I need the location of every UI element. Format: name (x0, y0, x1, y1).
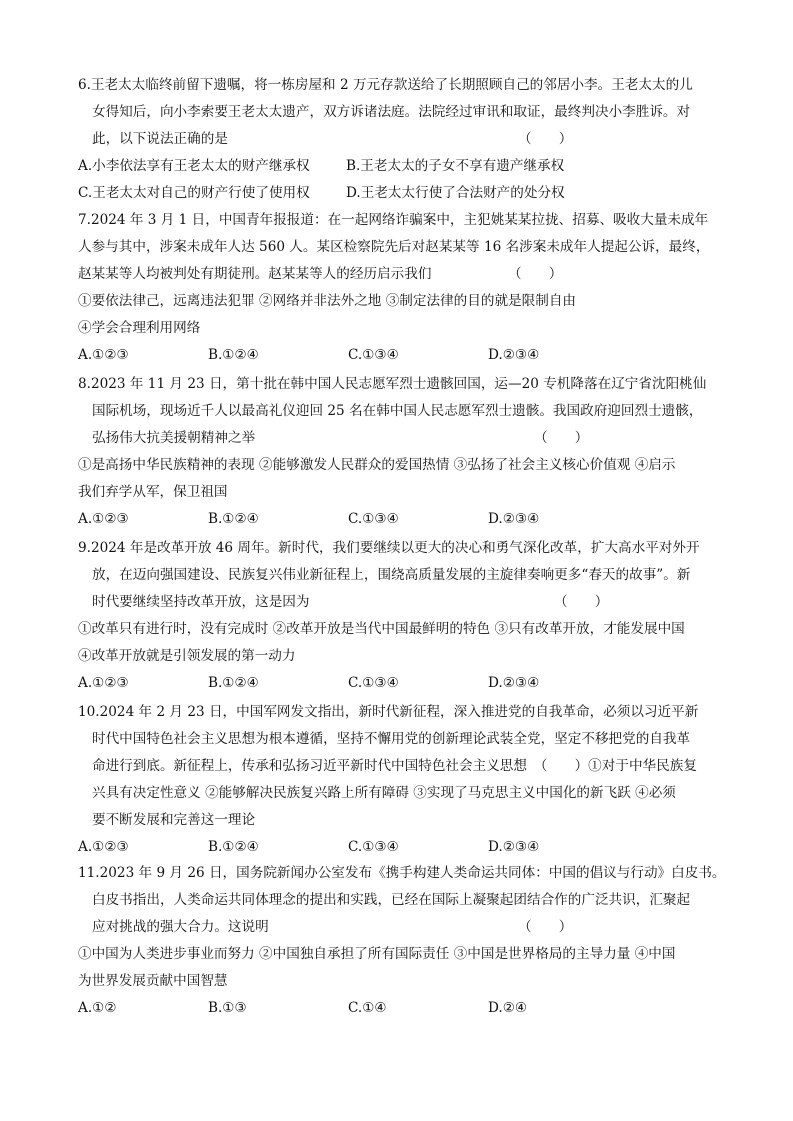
statement-line: 为世界发展贡献中国智慧 (78, 973, 228, 989)
statement-line: ①要依法律己，远离违法犯罪 ②网络并非法外之地 ③制定法律的目的就是限制自由 (78, 293, 577, 309)
option-a[interactable]: A.小李依法享有王老太太的财产继承权 (78, 158, 310, 174)
question-stem-line: 6.王老太太临终前留下遗嘱，将一栋房屋和 2 万元存款送给了长期照顾自己的邻居小李。王老太太的儿 (78, 77, 693, 93)
option-c[interactable]: C.①③④ (348, 839, 399, 855)
question-6 (78, 72, 728, 207)
answer-blank: （ ） (508, 266, 563, 282)
question-stem-line (78, 914, 728, 941)
question-10 (78, 699, 728, 861)
question-stem-line: 放，在迈向强国建设、民族复兴伟业新征程上，围绕高质量发展的主旋律奏响更多“春天的故事”。新 (92, 567, 691, 583)
question-stem-line (78, 261, 728, 288)
question-stem-line: 11.2023 年 9 月 26 日，国务院新闻办公室发布《携手构建人类命运共同体：中国的倡议与行动》白皮书。 (78, 865, 726, 881)
question-stem-text: 此，以下说法正确的是 (92, 131, 228, 147)
question-7 (78, 207, 728, 369)
option-d[interactable]: D.②③④ (488, 839, 540, 855)
question-stem-line (78, 425, 728, 452)
statement-line: ④改革开放就是引领发展的第一动力 (78, 648, 296, 664)
option-d[interactable]: D.②④ (488, 1000, 528, 1016)
option-d[interactable]: D.王老太太行使了合法财产的处分权 (346, 185, 565, 201)
question-9 (78, 535, 728, 697)
option-b[interactable]: B.①③ (208, 1000, 247, 1016)
question-stem-line: 8.2023 年 11 月 23 日，第十批在韩中国人民志愿军烈士遗骸回国，运—20 专机降落在辽宁省沈阳桃仙 (78, 376, 707, 392)
question-stem-text: 赵某某等人均被判处有期徒刑。赵某某等人的经历启示我们 (78, 266, 432, 282)
option-b[interactable]: B.王老太太的子女不享有遗产继承权 (346, 158, 565, 174)
question-stem-text: 弘扬伟大抗美援朝精神之举 (92, 430, 256, 446)
option-a[interactable]: A.①②③ (78, 347, 129, 363)
question-stem-line: 9.2024 年是改革开放 46 周年。新时代，我们要继续以更大的决心和勇气深化改革，扩大高水平对外开 (78, 540, 700, 556)
option-b[interactable]: B.①②④ (208, 839, 259, 855)
statement-line: ①是高扬中华民族精神的表现 ②能够激发人民群众的爱国热情 ③弘扬了社会主义核心价值观 ④启示 (78, 457, 676, 473)
statement-line: ①中国为人类进步事业而努力 ②中国独自承担了所有国际责任 ③中国是世界格局的主导力量 ④中国 (78, 946, 676, 962)
answer-options (78, 995, 728, 1022)
answer-options (78, 180, 728, 207)
answer-blank: （ ） (554, 594, 609, 610)
option-c[interactable]: C.①③④ (348, 347, 399, 363)
question-8 (78, 371, 728, 533)
option-a[interactable]: A.①② (78, 1000, 117, 1016)
option-a[interactable]: A.①②③ (78, 511, 129, 527)
statement-line: ④学会合理利用网络 (78, 320, 201, 336)
statement-line: 我们弃学从军，保卫祖国 (78, 484, 228, 500)
answer-options (78, 506, 728, 533)
option-d[interactable]: D.②③④ (488, 347, 540, 363)
answer-options (78, 342, 728, 369)
question-stem-line: 命进行到底。新征程上，传承和弘扬习近平新时代中国特色社会主义思想 （ ）①对于中华民族复 (92, 758, 697, 774)
question-stem-line: 白皮书指出，人类命运共同体理念的提出和实践，已经在国际上凝聚起团结合作的广泛共识，汇聚起 (92, 892, 691, 908)
question-stem-text: 时代要继续坚持改革开放，这是因为 (92, 594, 310, 610)
question-stem-text: 应对挑战的强大合力。这说明 (92, 919, 269, 935)
question-stem-line: 要不断发展和完善这一理论 (92, 812, 256, 828)
question-stem-line: 兴具有决定性意义 ②能够解决民族复兴路上所有障碍 ③实现了马克思主义中国化的新飞跃 ④必须 (92, 785, 676, 801)
option-a[interactable]: A.①②③ (78, 675, 129, 691)
answer-options (78, 670, 728, 697)
option-b[interactable]: B.①②④ (208, 511, 259, 527)
option-c[interactable]: C.①④ (348, 1000, 387, 1016)
answer-options (78, 153, 728, 180)
answer-blank: （ ） (518, 919, 573, 935)
question-stem-line: 女得知后，向小李索要王老太太遗产，双方诉诸法庭。法院经过审讯和取证，最终判决小李胜诉。对 (92, 104, 691, 120)
option-c[interactable]: C.①③④ (348, 675, 399, 691)
question-stem-line (78, 589, 728, 616)
option-d[interactable]: D.②③④ (488, 675, 540, 691)
option-a[interactable]: A.①②③ (78, 839, 129, 855)
answer-options (78, 834, 728, 861)
option-c[interactable]: C.王老太太对自己的财产行使了使用权 (78, 185, 310, 201)
answer-blank: （ ） (534, 430, 589, 446)
question-11 (78, 860, 728, 1022)
question-stem-line: 国际机场，现场近千人以最高礼仪迎回 25 名在韩中国人民志愿军烈士遗骸。我国政府迎回烈士遗骸， (92, 403, 703, 419)
option-d[interactable]: D.②③④ (488, 511, 540, 527)
option-c[interactable]: C.①③④ (348, 511, 399, 527)
option-b[interactable]: B.①②④ (208, 347, 259, 363)
statement-line: ①改革只有进行时，没有完成时 ②改革开放是当代中国最鲜明的特色 ③只有改革开放，才能发展中国 (78, 621, 685, 637)
question-stem-line (78, 126, 728, 153)
answer-blank: （ ） (518, 131, 573, 147)
question-stem-line: 时代中国特色社会主义思想为根本遵循，坚持不懈用党的创新理论武装全党，坚定不移把党的自我革 (92, 731, 691, 747)
question-stem-line: 人参与其中，涉案未成年人达 560 人。某区检察院先后对赵某某等 16 名涉案未成年人提起公诉，最终， (78, 239, 710, 255)
option-b[interactable]: B.①②④ (208, 675, 259, 691)
question-stem-line: 7.2024 年 3 月 1 日，中国青年报报道：在一起网络诈骗案中，主犯姚某某拉拢、招募、吸收大量未成年 (78, 212, 709, 228)
question-stem-line: 10.2024 年 2 月 23 日，中国军网发文指出，新时代新征程，深入推进党的自我革命，必须以习近平新 (78, 704, 699, 720)
